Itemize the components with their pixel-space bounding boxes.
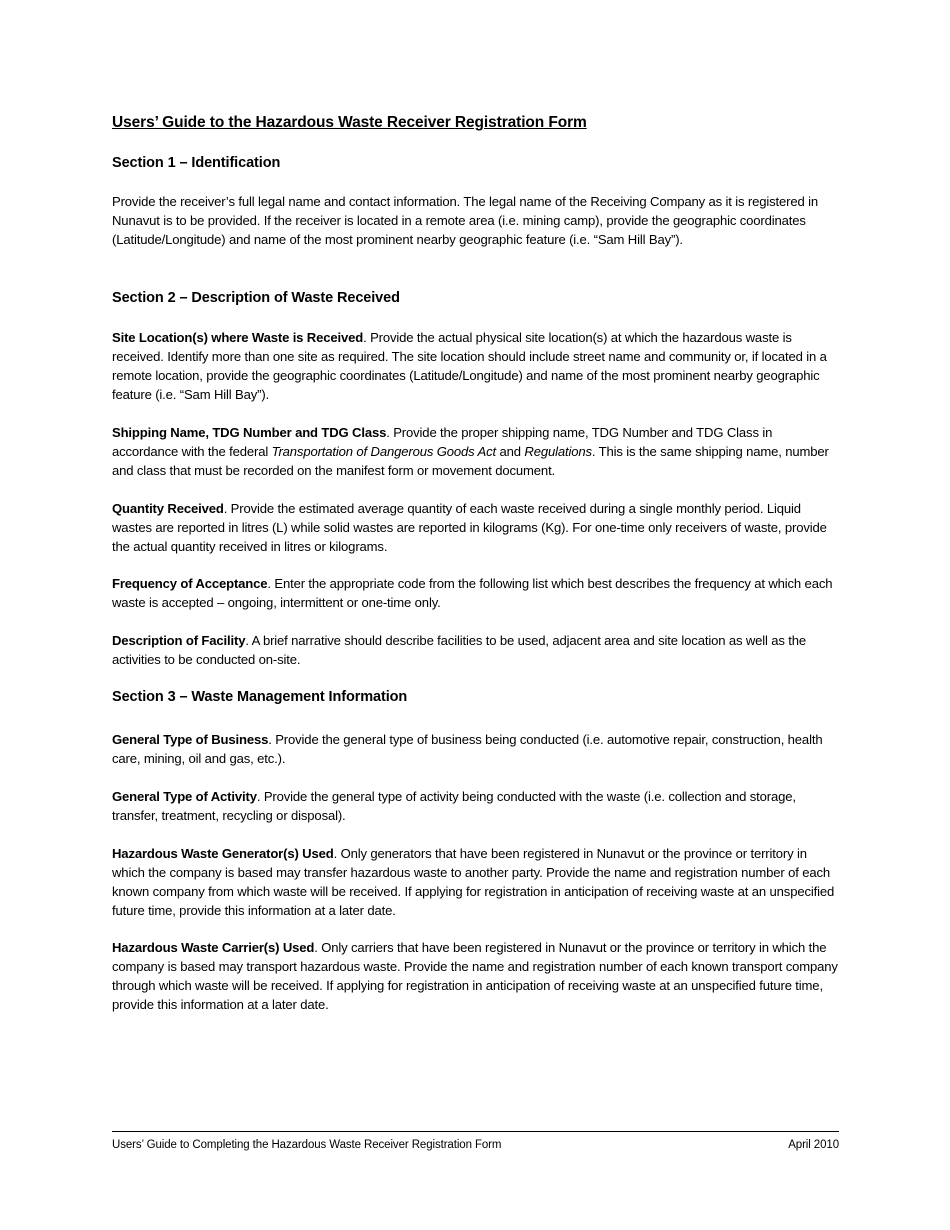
- site-location-text: . Provide the actual physical site location(s) at which the hazardous waste is received. Identify more than one site as required. The site location should include street name and community or, if located in a remote location, provide the geographic coordinates (Latitude/Longitude) and name of the most prominent nearby geographic feature (i.e. “Sam Hill Bay”).: [112, 330, 827, 402]
- activity-type-label: General Type of Activity: [112, 789, 257, 804]
- frequency-label: Frequency of Acceptance: [112, 576, 268, 591]
- footer-document-title: Users’ Guide to Completing the Hazardous Waste Receiver Registration Form: [112, 1139, 502, 1151]
- document-title: Users’ Guide to the Hazardous Waste Receiver Registration Form: [112, 114, 587, 131]
- section-2-heading: Section 2 – Description of Waste Received: [112, 290, 400, 306]
- shipping-name-text-2: . This is the same shipping name, number and class that must be recorded on the manifest form or movement document.: [112, 444, 829, 478]
- generators-paragraph: [112, 844, 839, 920]
- shipping-name-and: and: [496, 444, 525, 459]
- carriers-text: . Only carriers that have been registered in Nunavut or the province or territory in which the company is based may transport hazardous waste. Provide the name and registration number of each known transport company through which waste will be received. If applying for registration in anticipation of receiving waste at an unspecified future time, provide this information at a later date.: [112, 940, 838, 1012]
- frequency-paragraph: [112, 574, 839, 612]
- footer-date: April 2010: [788, 1139, 839, 1151]
- frequency-text: . Enter the appropriate code from the following list which best describes the frequency at which each waste is accepted – ongoing, intermittent or one-time only.: [112, 576, 833, 610]
- facility-label: Description of Facility: [112, 633, 246, 648]
- business-type-paragraph: [112, 730, 839, 768]
- quantity-received-label: Quantity Received: [112, 501, 224, 516]
- facility-paragraph: [112, 631, 839, 669]
- footer-divider: [112, 1131, 839, 1132]
- section-1-heading: Section 1 – Identification: [112, 155, 281, 171]
- shipping-name-paragraph: [112, 423, 839, 480]
- generators-label: Hazardous Waste Generator(s) Used: [112, 846, 334, 861]
- activity-type-paragraph: [112, 787, 839, 825]
- business-type-label: General Type of Business: [112, 732, 269, 747]
- site-location-paragraph: [112, 328, 839, 404]
- tdg-regulations-title: Regulations: [524, 444, 592, 459]
- activity-type-text: . Provide the general type of activity being conducted with the waste (i.e. collection and storage, transfer, treatment, recycling or disposal).: [112, 789, 796, 823]
- tdg-act-title: Transportation of Dangerous Goods Act: [271, 444, 497, 459]
- site-location-label: Site Location(s) where Waste is Received: [112, 330, 364, 345]
- carriers-paragraph: [112, 938, 839, 1014]
- shipping-name-text-1: . Provide the proper shipping name, TDG Number and TDG Class in accordance with the federal: [112, 425, 773, 459]
- section-1-body: Provide the receiver’s full legal name and contact information. The legal name of the Receiving Company as it is registered in Nunavut is to be provided. If the receiver is located in a remote area (i.e. mining camp), provide the geographic coordinates (Latitude/Longitude) and name of the most prominent nearby geographic feature (i.e. “Sam Hill Bay”).: [112, 194, 819, 247]
- section-3-heading: Section 3 – Waste Management Information: [112, 689, 408, 705]
- facility-text: . A brief narrative should describe facilities to be used, adjacent area and site location as well as the activities to be conducted on-site.: [112, 633, 807, 667]
- quantity-received-paragraph: [112, 499, 839, 556]
- carriers-label: Hazardous Waste Carrier(s) Used: [112, 940, 315, 955]
- business-type-text: . Provide the general type of business being conducted (i.e. automotive repair, construction, health care, mining, oil and gas, etc.).: [112, 732, 823, 766]
- quantity-received-text: . Provide the estimated average quantity of each waste received during a single monthly period. Liquid wastes are reported in litres (L) while solid wastes are reported in kilograms (Kg). For one-time only receivers of waste, provide the actual quantity received in litres or kilograms.: [112, 501, 827, 554]
- document-page: [112, 0, 839, 1230]
- shipping-name-label: Shipping Name, TDG Number and TDG Class: [112, 425, 387, 440]
- generators-text: . Only generators that have been registered in Nunavut or the province or territory in which the company is based may transfer hazardous waste to another party. Provide the name and registration number of each known company from which waste will be received. If applying for registration in anticipation of receiving waste at an unspecified future time, provide this information at a later date.: [112, 846, 835, 918]
